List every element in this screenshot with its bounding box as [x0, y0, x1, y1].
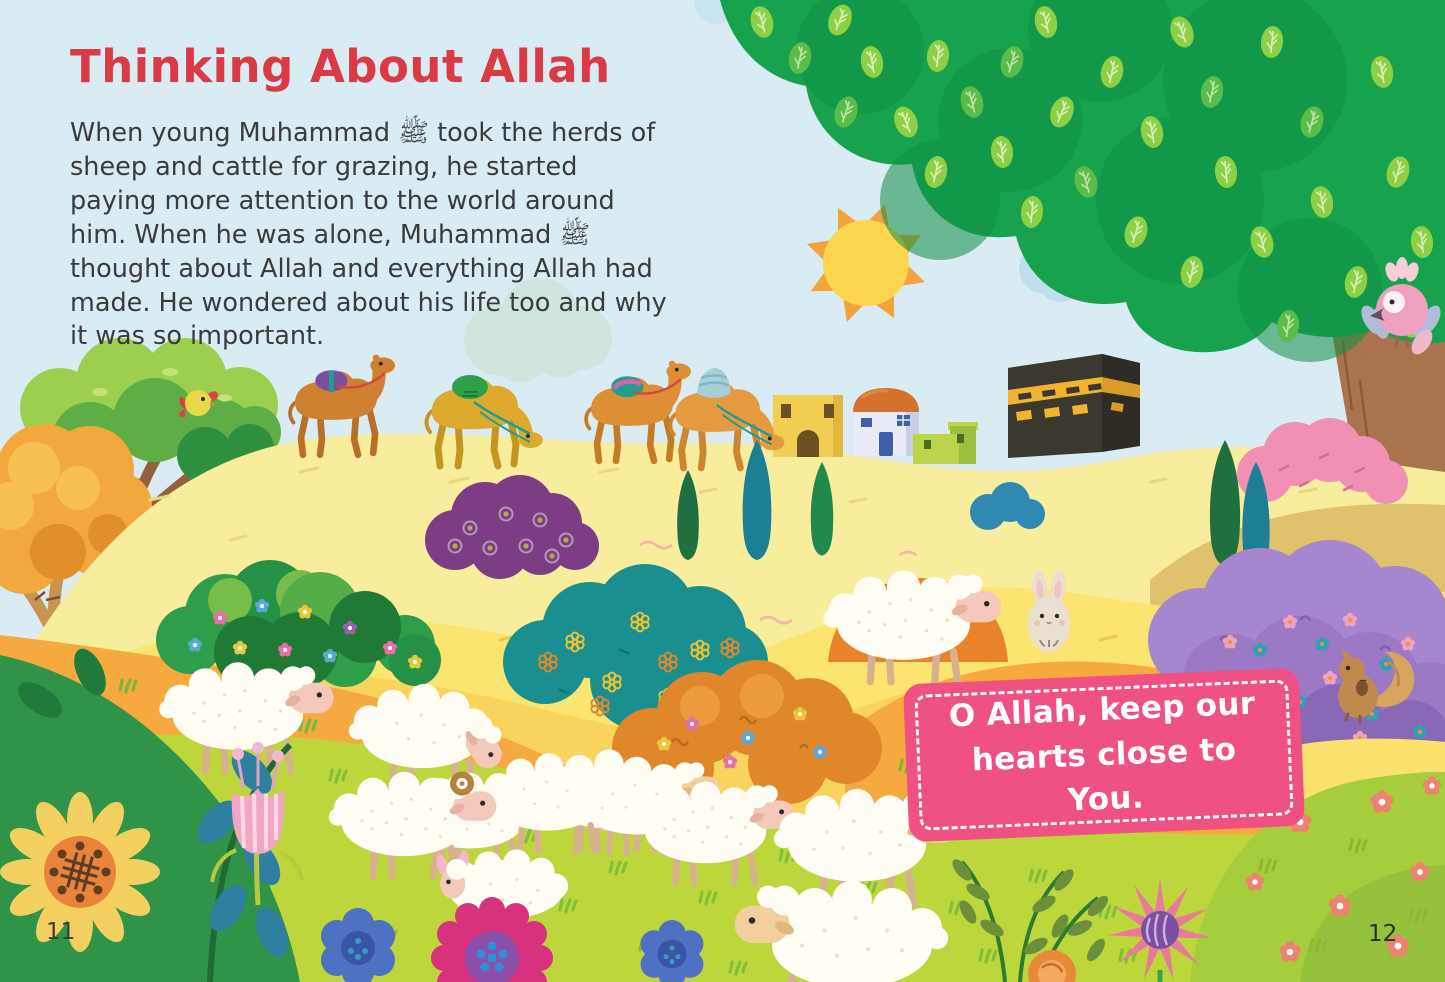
building-dome-house	[853, 388, 919, 456]
story-text: When young Muhammad ﷺ took the herds of sheep and cattle for grazing, he started paying more attention to the world around him. When he was alone, Muhammad ﷺ thought about Allah and everything Allah had made. He wondered about his life too and why it was so important.	[70, 118, 667, 352]
page-number-right: 12	[1368, 921, 1398, 947]
kaaba	[1008, 354, 1140, 458]
page-number-left: 11	[46, 919, 76, 945]
building-yellow	[773, 395, 843, 457]
dua-banner-dashed-border	[914, 679, 1293, 831]
dua-banner	[903, 668, 1305, 842]
page-title: Thinking About Allah	[70, 40, 611, 93]
dua-text: O Allah, keep our hearts close to You.	[948, 685, 1256, 820]
